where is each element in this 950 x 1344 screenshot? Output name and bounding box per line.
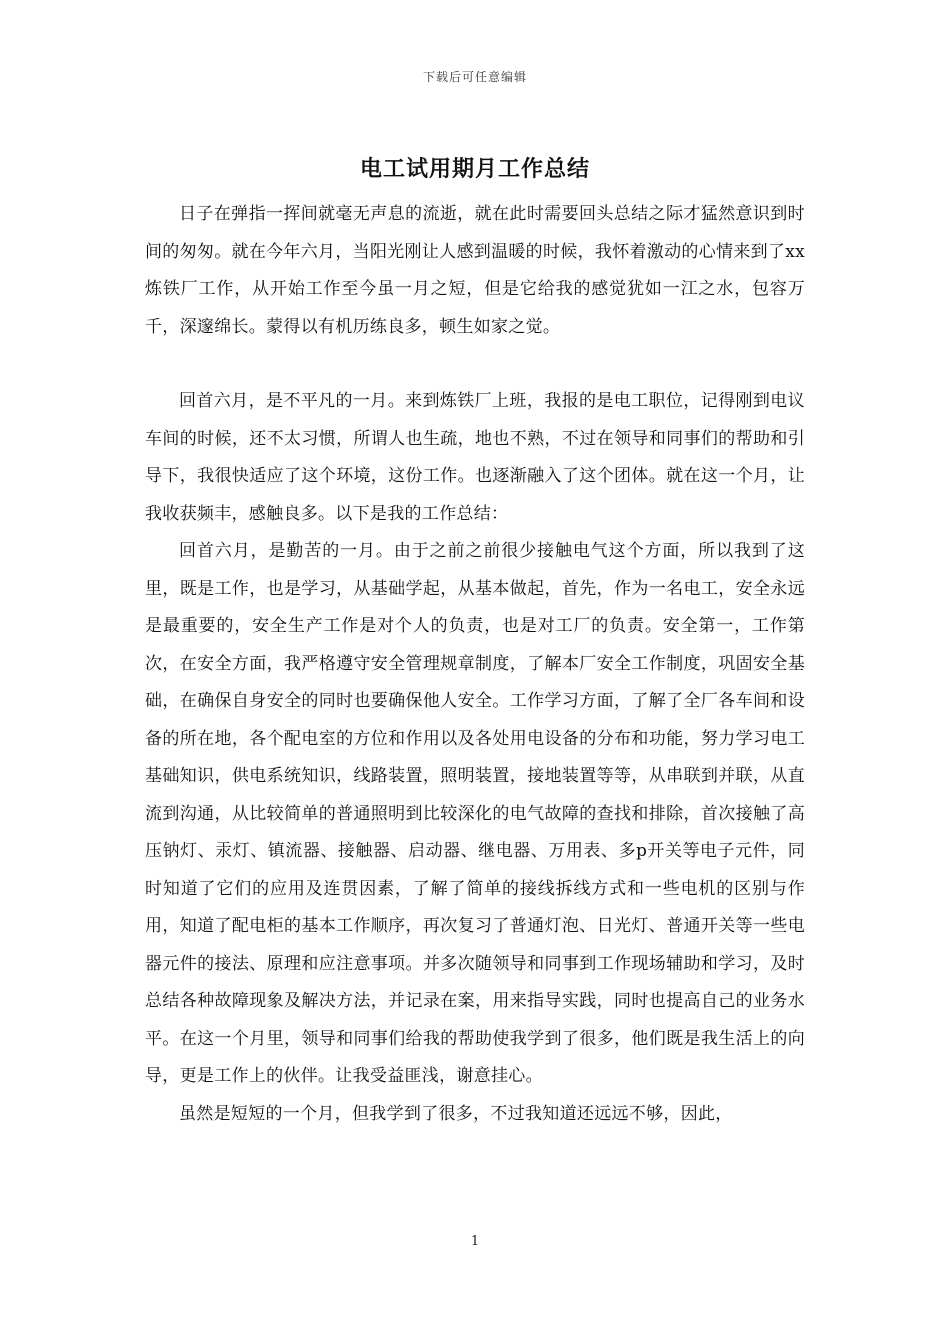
- document-body: [145, 196, 805, 1133]
- paragraph-june-extraordinary: 回首六月，是不平凡的一月。来到炼铁厂上班，我报的是电工职位，记得刚到电议车间的时候，还不太习惯，所谓人也生疏，地也不熟，不过在领导和同事们的帮助和引导下，我很快适应了这个环境，这份工作。也逐渐融入了这个团体。就在这一个月，让我收获频丰，感触良多。以下是我的工作总结：: [145, 391, 805, 524]
- paragraph-closing: 虽然是短短的一个月，但我学到了很多，不过我知道还远远不够，因此，: [179, 1103, 733, 1124]
- header-note: 下载后可任意编辑: [422, 70, 527, 84]
- page-number: 1: [470, 1234, 480, 1249]
- document-title: 电工试用期月工作总结: [359, 156, 590, 182]
- paragraph-june-hardworking: 回首六月，是勤苦的一月。由于之前之前很少接触电气这个方面，所以我到了这里，既是工作，也是学习，从基础学起，从基本做起，首先，作为一名电工，安全永远是最重要的，安全生产工作是对个人的负责，也是对工厂的负责。安全第一，工作第次，在安全方面，我严格遵守安全管理规章制度，了解本厂安全工作制度，巩固安全基础，在确保自身安全的同时也要确保他人安全。工作学习方面，了解了全厂各车间和设备的所在地，各个配电室的方位和作用以及各处用电设备的分布和功能，努力学习电工基础知识，供电系统知识，线路装置，照明装置，接地装置等等，从串联到并联，从直流到沟通，从比较简单的普通照明到比较深化的电气故障的查找和排除，首次接触了高压钠灯、汞灯、镇流器、接触器、启动器、继电器、万用表、多p开关等电子元件，同时知道了它们的应用及连贯因素，了解了简单的接线拆线方式和一些电机的区别与作用，知道了配电柜的基本工作顺序，再次复习了普通灯泡、日光灯、普通开关等一些电器元件的接法、原理和应注意事项。并多次随领导和同事到工作现场辅助和学习，及时总结各种故障现象及解决方法，并记录在案，用来指导实践，同时也提高自己的业务水平。在这一个月里，领导和同事们给我的帮助使我学到了很多，他们既是我生活上的向导，更是工作上的伙伴。让我受益匪浅，谢意挂心。: [145, 541, 805, 1086]
- paragraph-intro: 日子在弹指一挥间就毫无声息的流逝，就在此时需要回头总结之际才猛然意识到时间的匆匆。就在今年六月，当阳光刚让人感到温暖的时候，我怀着激动的心情来到了xx炼铁厂工作，从开始工作至今虽一月之短，但是它给我的感觉犹如一江之水，包容万千，深邃绵长。蒙得以有机历练良多，顿生如家之觉。: [145, 204, 805, 337]
